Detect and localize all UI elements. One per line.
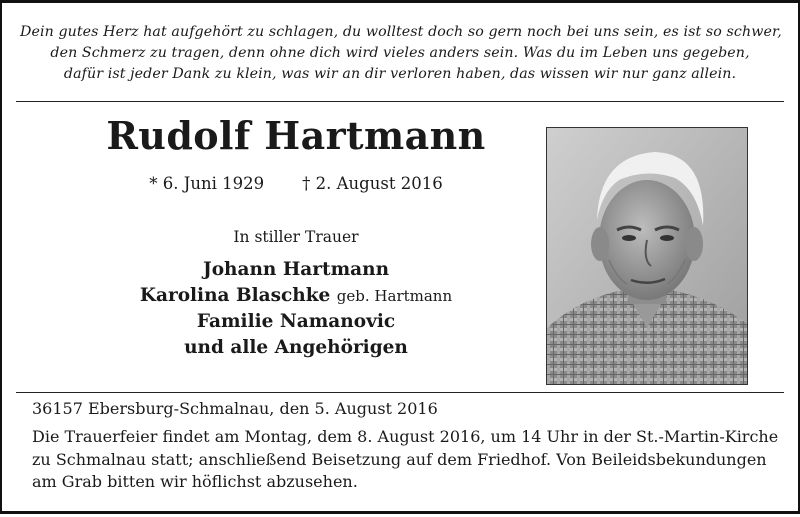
notice-line: zu Schmalnau statt; anschließend Beisetzung auf dem Friedhof. Von Beileidsbekundungen: [32, 449, 767, 469]
mourner-entry: [96, 283, 496, 309]
portrait-photo: [546, 127, 748, 385]
death-date: † 2. August 2016: [302, 174, 443, 193]
poem-line: den Schmerz zu tragen, denn ohne dich wird vieles anders sein. Was du im Leben uns gegeben,: [50, 45, 750, 61]
notice-line: am Grab bitten wir höflichst abzusehen.: [32, 472, 358, 491]
notice-line: Die Trauerfeier findet am Montag, dem 8. August 2016, um 14 Uhr in der St.-Martin-Kirche: [32, 427, 779, 446]
poem-line: dafür ist jeder Dank zu klein, was wir an dir verloren haben, das wissen wir nur ganz allein.: [63, 66, 737, 82]
place-and-date: 36157 Ebersburg-Schmalnau, den 5. August 2016: [32, 399, 438, 418]
birth-date: * 6. Juni 1929: [149, 174, 265, 193]
poem-line: Dein gutes Herz hat aufgehört zu schlagen, du wolltest doch so gern noch bei uns sein, es ist so schwer,: [20, 24, 782, 40]
divider-top: [16, 101, 784, 102]
border-left: [0, 0, 2, 514]
mourner-name: Karolina Blaschke: [139, 285, 331, 306]
mourning-label: In stiller Trauer: [233, 228, 359, 246]
deceased-name: Rudolf Hartmann: [106, 113, 486, 158]
mourner-family: Familie Namanovic: [196, 311, 396, 332]
border-top: [0, 0, 800, 3]
life-dates: [96, 173, 496, 195]
memorial-poem: [20, 22, 780, 85]
maiden-name-note: geb. Hartmann: [336, 287, 453, 305]
mourners-list: [96, 257, 496, 361]
divider-bottom: [16, 392, 784, 393]
mourner-relatives: und alle Angehörigen: [184, 337, 408, 358]
border-bottom: [0, 511, 800, 514]
mourner-name: Johann Hartmann: [202, 259, 390, 280]
funeral-notice: [32, 426, 777, 494]
